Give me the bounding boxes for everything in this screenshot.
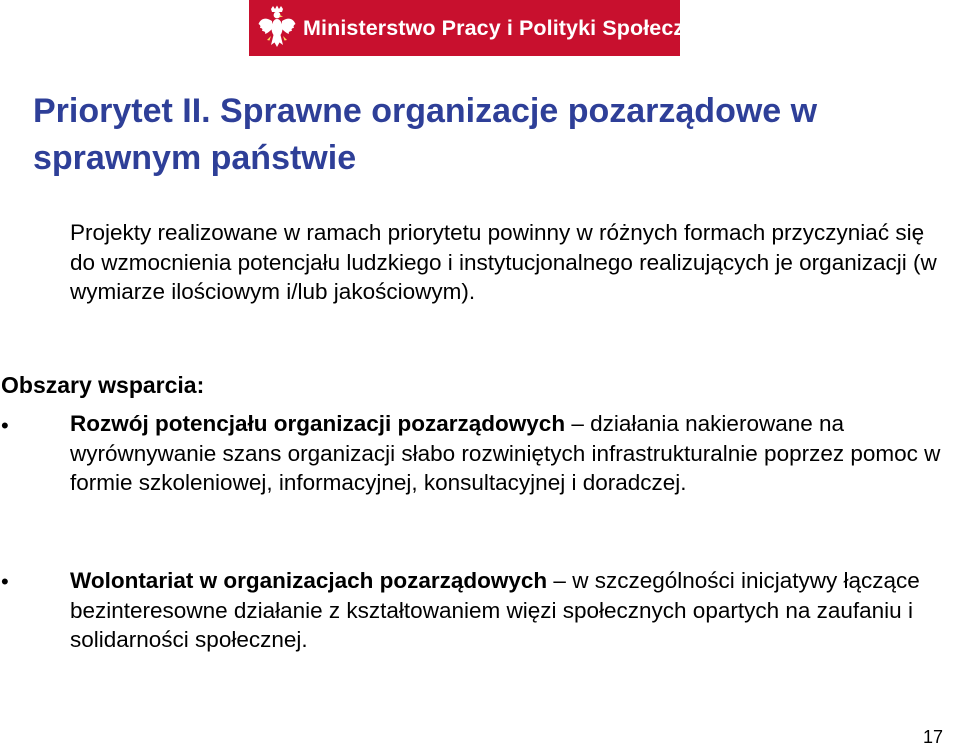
ministry-logo-banner <box>249 0 716 56</box>
white-eagle-emblem-icon <box>257 4 297 52</box>
intro-paragraph: Projekty realizowane w ramach priorytetu powinny w różnych formach przyczyniać się do wzmocnienia potencjału ludzkiego i instytucjonalnego realizujących je organizacji (w wymiarze ilościowym i/lub jakościowym). <box>70 220 937 304</box>
support-area-item <box>70 409 955 498</box>
bullet-marker: • <box>1 413 9 438</box>
slide-title: Priorytet II. Sprawne organizacje pozarządowe w sprawnym państwie <box>33 92 818 177</box>
support-area-title: Rozwój potencjału organizacji pozarządowych <box>70 411 566 436</box>
bullet-marker: • <box>1 569 9 594</box>
support-areas-heading: Obszary wsparcia: <box>1 372 205 398</box>
support-area-description: – w szczególności inicjatywy łączące bezinteresowne działanie z kształtowaniem więzi społecznych opartych na zaufaniu i solidarności społecznej. <box>70 568 920 652</box>
ministry-name: Ministerstwo Pracy i Polityki Społecznej <box>303 15 716 40</box>
support-area-description: – działania nakierowane na wyrównywanie szans organizacji słabo rozwiniętych infrastrukturalnie poprzez pomoc w formie szkoleniowej, informacyjnej, konsultacyjnej i doradczej. <box>70 411 941 495</box>
support-area-item <box>70 566 955 655</box>
page-number: 17 <box>922 727 943 747</box>
support-area-title: Wolontariat w organizacjach pozarządowych <box>70 568 548 593</box>
